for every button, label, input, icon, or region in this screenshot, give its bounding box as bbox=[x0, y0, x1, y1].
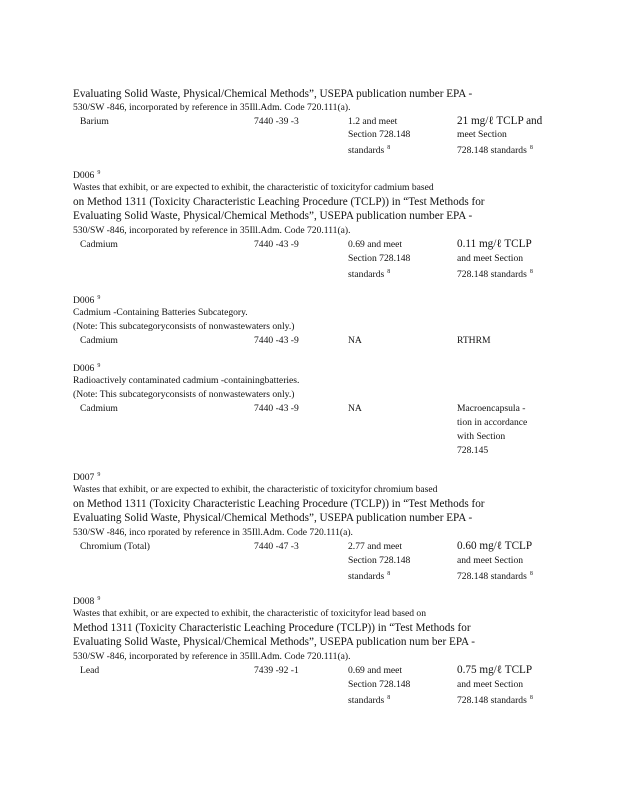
row-name: Cadmium bbox=[80, 335, 118, 346]
barium-ww-3: standards $^8$ bbox=[348, 145, 391, 156]
section-ref: 530/SW -846, incorporated by reference in 35Ill.Adm. Code 720.111(a). bbox=[73, 225, 351, 236]
section-desc-small: Wastes that exhibit, or are expected to exhibit, the characteristic of toxicityfor chromium based bbox=[73, 484, 438, 495]
barium-cas: 7440 -39 -3 bbox=[254, 116, 299, 127]
header-line-1: Evaluating Solid Waste, Physical/Chemical Methods”, USEPA publication number EPA - bbox=[73, 88, 473, 100]
row-ww-2: Section 728.148 bbox=[348, 253, 411, 264]
section-line-1: Cadmium -Containing Batteries Subcategory. bbox=[73, 307, 248, 318]
row-ww-3: standards $^8$ bbox=[348, 269, 391, 280]
row-nww-3: 728.148 standards $^8$ bbox=[457, 695, 533, 706]
row-ww: NA bbox=[348, 403, 362, 414]
barium-ww-2: Section 728.148 bbox=[348, 129, 411, 140]
row-nww-2: and meet Section bbox=[457, 555, 524, 566]
row-nww-1: Macroencapsula - bbox=[457, 403, 526, 414]
section-code: D006 $^9$ bbox=[73, 363, 101, 374]
row-ww-2: Section 728.148 bbox=[348, 679, 411, 690]
row-ww-2: Section 728.148 bbox=[348, 555, 411, 566]
barium-ww-1: 1.2 and meet bbox=[348, 116, 398, 127]
section-desc-big-1: on Method 1311 (Toxicity Characteristic Leaching Procedure (TCLP)) in “Test Methods for bbox=[73, 498, 485, 510]
row-ww-1: 0.69 and meet bbox=[348, 665, 403, 676]
row-cas: 7439 -92 -1 bbox=[254, 665, 299, 676]
section-desc-big-2: Evaluating Solid Waste, Physical/Chemical Methods”, USEPA publication num ber EPA - bbox=[73, 636, 476, 648]
barium-nww-2: meet Section bbox=[457, 129, 507, 140]
barium-name: Barium bbox=[80, 116, 109, 127]
section-line-2: (Note: This subcategoryconsists of nonwastewaters only.) bbox=[73, 389, 295, 400]
row-ww: NA bbox=[348, 335, 362, 346]
row-nww-1: 0.60 mg/ℓ TCLP bbox=[457, 540, 533, 552]
row-cas: 7440 -43 -9 bbox=[254, 335, 299, 346]
row-name: Chromium (Total) bbox=[80, 541, 150, 552]
row-name: Cadmium bbox=[80, 403, 118, 414]
section-ref: 530/SW -846, incorporated by reference in 35Ill.Adm. Code 720.111(a). bbox=[73, 651, 351, 662]
row-nww-2: and meet Section bbox=[457, 253, 524, 264]
section-code: D006 $^9$ bbox=[73, 170, 101, 181]
section-code: D007 $^9$ bbox=[73, 472, 101, 483]
section-ref: 530/SW -846, inco rporated by reference in 35Ill.Adm. Code 720.111(a). bbox=[73, 527, 353, 538]
row-cas: 7440 -43 -9 bbox=[254, 239, 299, 250]
header-line-2: 530/SW -846, incorporated by reference in 35Ill.Adm. Code 720.111(a). bbox=[73, 102, 351, 113]
section-desc-big-1: on Method 1311 (Toxicity Characteristic Leaching Procedure (TCLP)) in “Test Methods for bbox=[73, 196, 485, 208]
section-code: D008 $^9$ bbox=[73, 596, 101, 607]
section-desc-small: Wastes that exhibit, or are expected to exhibit, the characteristic of toxicityfor lead based on bbox=[73, 608, 426, 619]
barium-nww-3: 728.148 standards $^8$ bbox=[457, 145, 533, 156]
barium-nww-1: 21 mg/ℓ TCLP and bbox=[457, 115, 543, 127]
row-nww-3: with Section bbox=[457, 431, 506, 442]
row-ww-1: 2.77 and meet bbox=[348, 541, 403, 552]
row-ww-1: 0.69 and meet bbox=[348, 239, 403, 250]
section-desc-small: Wastes that exhibit, or are expected to exhibit, the characteristic of toxicityfor cadmium based bbox=[73, 182, 434, 193]
row-nww-3: 728.148 standards $^8$ bbox=[457, 571, 533, 582]
section-line-1: Radioactively contaminated cadmium -containingbatteries. bbox=[73, 375, 300, 386]
row-nww-4: 728.145 bbox=[457, 445, 489, 456]
section-line-2: (Note: This subcategoryconsists of nonwastewaters only.) bbox=[73, 321, 295, 332]
row-nww-2: tion in accordance bbox=[457, 417, 528, 428]
row-name: Lead bbox=[80, 665, 100, 676]
row-nww-3: 728.148 standards $^8$ bbox=[457, 269, 533, 280]
section-desc-big-2: Evaluating Solid Waste, Physical/Chemical Methods”, USEPA publication number EPA - bbox=[73, 210, 473, 222]
row-nww-2: and meet Section bbox=[457, 679, 524, 690]
section-desc-big-2: Evaluating Solid Waste, Physical/Chemical Methods”, USEPA publication number EPA - bbox=[73, 512, 473, 524]
row-cas: 7440 -47 -3 bbox=[254, 541, 299, 552]
row-nww: RTHRM bbox=[457, 335, 491, 346]
row-name: Cadmium bbox=[80, 239, 118, 250]
row-nww-1: 0.75 mg/ℓ TCLP bbox=[457, 664, 533, 676]
row-ww-3: standards $^8$ bbox=[348, 571, 391, 582]
section-desc-big-1: Method 1311 (Toxicity Characteristic Leaching Procedure (TCLP)) in “Test Methods for bbox=[73, 622, 471, 634]
row-nww-1: 0.11 mg/ℓ TCLP bbox=[457, 238, 532, 250]
section-code: D006 $^9$ bbox=[73, 295, 101, 306]
row-ww-3: standards $^8$ bbox=[348, 695, 391, 706]
row-cas: 7440 -43 -9 bbox=[254, 403, 299, 414]
